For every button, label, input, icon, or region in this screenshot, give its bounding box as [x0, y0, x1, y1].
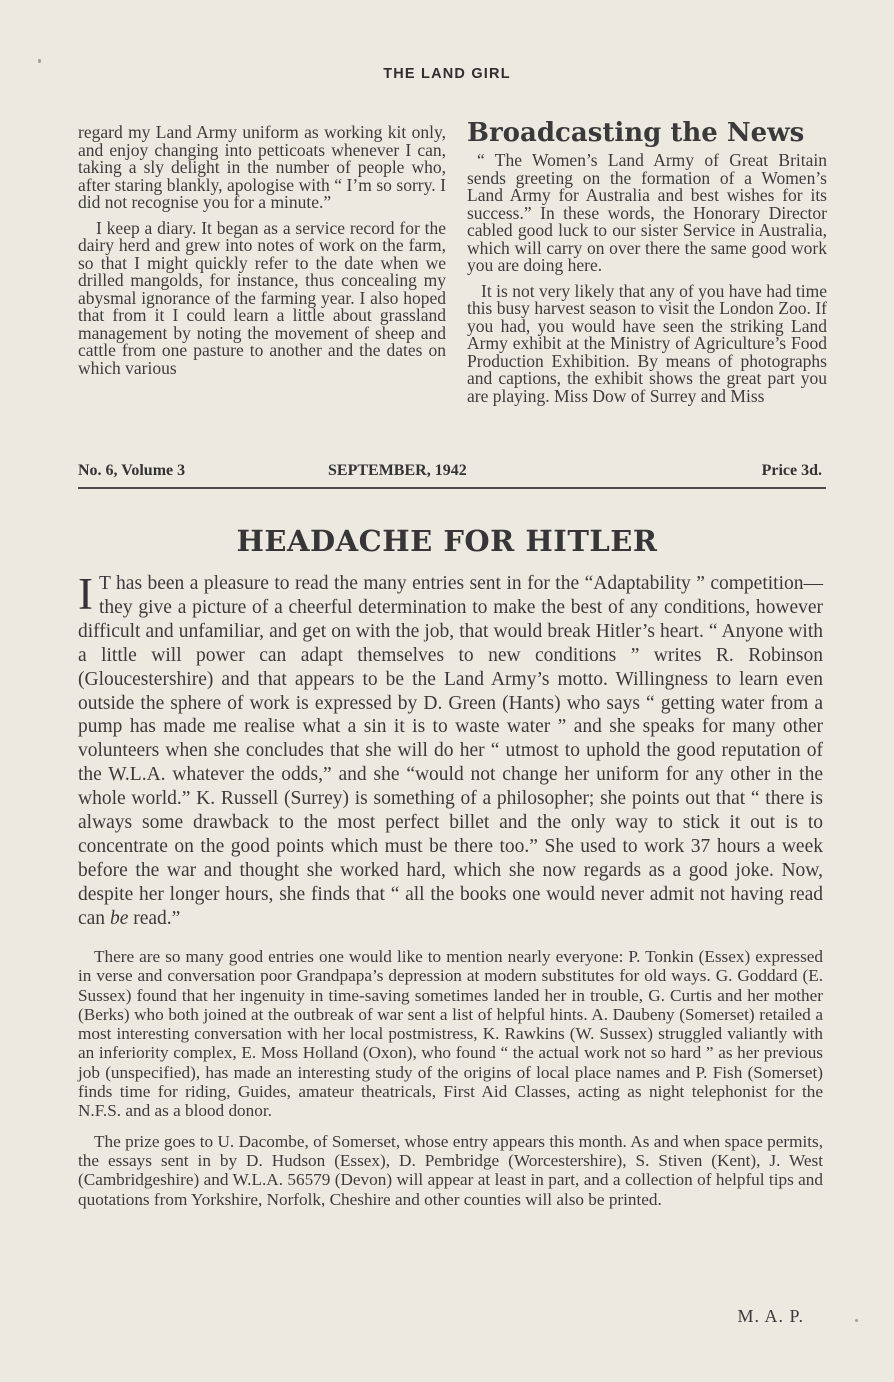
- ink-speck: [855, 1319, 858, 1322]
- article-paragraph: The prize goes to U. Dacombe, of Somerset, whose entry appears this month. As and when space permits, the essays sent in by D. Hudson (Essex), D. Pembridge (Worcestershire), S. Stiven (Kent), J. West (Cambridgeshire) and W.L.A. 56579 (Devon) will appear at least in part, and a collection of helpful tips and quotations from Yorkshire, Norfolk, Cheshire and other counties will also be printed.: [78, 1131, 823, 1209]
- left-column-paragraph: I keep a diary. It began as a service record for the dairy herd and grew into notes of work on the farm, so that I might quickly refer to the date when we drilled mangolds, for instance, thus concealing my abysmal ignorance of the farming year. I also hoped that from it I could learn a little about grassland management by noting the movement of sheep and cattle from one pasture to another and the dates on which various: [78, 217, 446, 378]
- left-column: [78, 124, 446, 451]
- ink-speck: [38, 59, 41, 63]
- right-column-paragraph: “ The Women’s Land Army of Great Britain sends greeting on the formation of a Women’s Land Army for Australia and best wishes for its success.” In these words, the Honorary Director cabled good luck to our sister Service in Australia, which will carry on over there the same good work you are doing here.: [467, 150, 827, 275]
- article-lead: [78, 569, 823, 931]
- article-paragraph: There are so many good entries one would like to mention nearly everyone: P. Tonkin (Essex) expressed in verse and conversation poor Grandpapa’s depression at modern substitutes for old ways. G. Goddard (E. Sussex) found that her ingenuity in time-saving sometimes landed her in trouble, G. Curtis and her mother (Berks) who both joined at the outbreak of war sent a list of helpful hints. A. Daubeny (Somerset) retailed a most interesting conversation with her local postmistress, K. Rawkins (W. Sussex) struggled valiantly with an inferiority complex, E. Moss Holland (Oxon), who found “ the actual work not so hard ” as her previous job (unspecified), has made an interesting study of the origins of local place names and P. Fish (Somerset) finds time for riding, Guides, amateur theatricals, First Aid Classes, acting as night telephonist for the N.F.S. and as a blood donor.: [78, 947, 823, 1121]
- divider-rule: [78, 487, 826, 489]
- issue-price: Price 3d.: [761, 462, 822, 479]
- right-column-paragraph: It is not very likely that any of you have had time this busy harvest season to visit the London Zoo. If you had, you would have seen the striking Land Army exhibit at the Ministry of Agriculture’s Food Production Exhibition. By means of photographs and captions, the exhibit shows the great part you are playing. Miss Dow of Surrey and Miss: [467, 280, 827, 406]
- column-heading: Broadcasting the News: [467, 118, 805, 148]
- lead-text: T has been a pleasure to read the many entries sent in for the “Adaptability ” competition—they give a picture of a cheerful determination to make the best of any conditions, however difficult and unfamiliar, and get on with the job, that would break Hitler’s heart. “ Anyone with a little will power can adapt themselves to new conditions ” writes R. Robinson (Gloucestershire) and that appears to be the Land Army’s motto. Willingness to learn even outside the sphere of work is expressed by D. Green (Hants) who says “ getting water from a pump has made me realise what a sin it is to waste water ” and she speaks for many other volunteers when she concludes that she will do her “ utmost to uphold the good reputation of the W.L.A. whatever the odds,” and she “would not change her uniform for any other in the whole world.” K. Russell (Surrey) is something of a philosopher; she points out that “ there is always some drawback to the most perfect billet and the only way to stick it out is to concentrate on the good points which must be there too.” She used to work 37 hours a week before the war and thought she worked hard, which she now regards as a good joke. Now, despite her longer hours, she finds that “ all the books one would never admit not having read can: [78, 573, 823, 929]
- lead-paragraph: [78, 569, 823, 931]
- lead-emphasis: be: [109, 907, 129, 929]
- left-column-paragraph: regard my Land Army uniform as working kit only, and enjoy changing into petticoats whenever I can, taking a sly delight in the number of people who, after staring blankly, apologise with “ I’m so sorry. I did not recognise you for a minute.”: [78, 124, 446, 212]
- drop-cap: I: [78, 569, 93, 619]
- issue-date: SEPTEMBER, 1942: [328, 462, 467, 479]
- masthead: THE LAND GIRL: [383, 66, 511, 82]
- article-body: [78, 947, 823, 1220]
- issue-info-line: [78, 462, 822, 484]
- right-column: [467, 118, 827, 451]
- article-headline: HEADACHE FOR HITLER: [236, 524, 658, 558]
- lead-end: read.”: [128, 907, 181, 929]
- issue-number: No. 6, Volume 3: [78, 462, 186, 479]
- author-signature: M. A. P.: [737, 1306, 804, 1326]
